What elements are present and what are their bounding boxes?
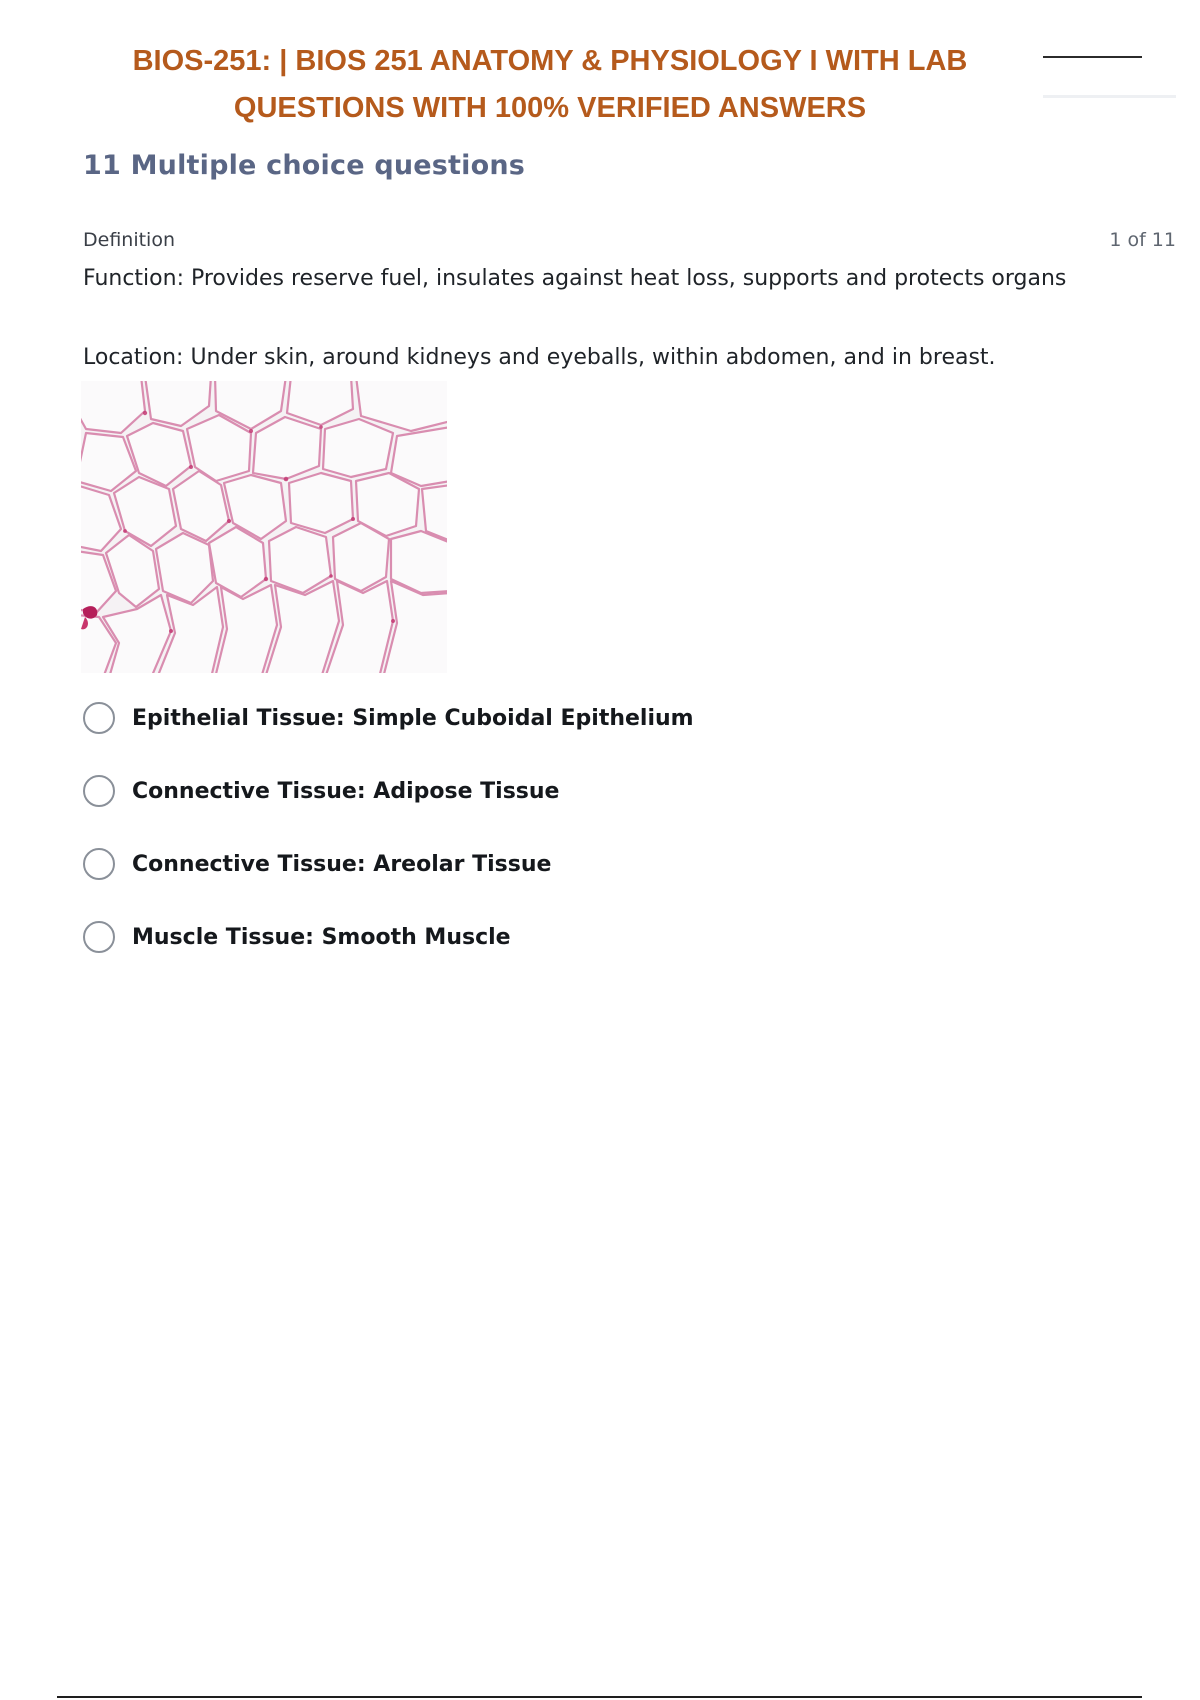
answer-option-label: Muscle Tissue: Smooth Muscle (132, 924, 511, 950)
document-title-line-2: QUESTIONS WITH 100% VERIFIED ANSWERS (233, 92, 867, 124)
answer-option[interactable] (83, 700, 983, 736)
definition-label: Definition (83, 229, 176, 251)
radio-button[interactable] (83, 921, 115, 953)
answer-option-label: Connective Tissue: Adipose Tissue (132, 778, 560, 804)
answer-option-label: Epithelial Tissue: Simple Cuboidal Epithelium (132, 705, 694, 731)
adipose-tissue-image (81, 381, 447, 673)
radio-button[interactable] (83, 702, 115, 734)
radio-button[interactable] (83, 848, 115, 880)
answer-option[interactable] (83, 919, 983, 955)
radio-button[interactable] (83, 775, 115, 807)
answer-option[interactable] (83, 773, 983, 809)
section-heading: 11 Multiple choice questions (83, 150, 526, 181)
footer-rule (57, 1696, 1142, 1698)
header-rule-faint (1043, 95, 1176, 98)
header-rule (1043, 56, 1142, 58)
answer-options (83, 700, 983, 992)
definition-function-text: Function: Provides reserve fuel, insulates against heat loss, supports and protects organs (83, 266, 1067, 291)
document-title-line-1: BIOS-251: | BIOS 251 ANATOMY & PHYSIOLOGY I WITH LAB (132, 45, 968, 77)
answer-option-label: Connective Tissue: Areolar Tissue (132, 851, 552, 877)
definition-location-text: Location: Under skin, around kidneys and eyeballs, within abdomen, and in breast. (83, 345, 996, 370)
question-counter: 1 of 11 (1109, 229, 1176, 251)
document-title (70, 38, 1030, 132)
answer-option[interactable] (83, 846, 983, 882)
